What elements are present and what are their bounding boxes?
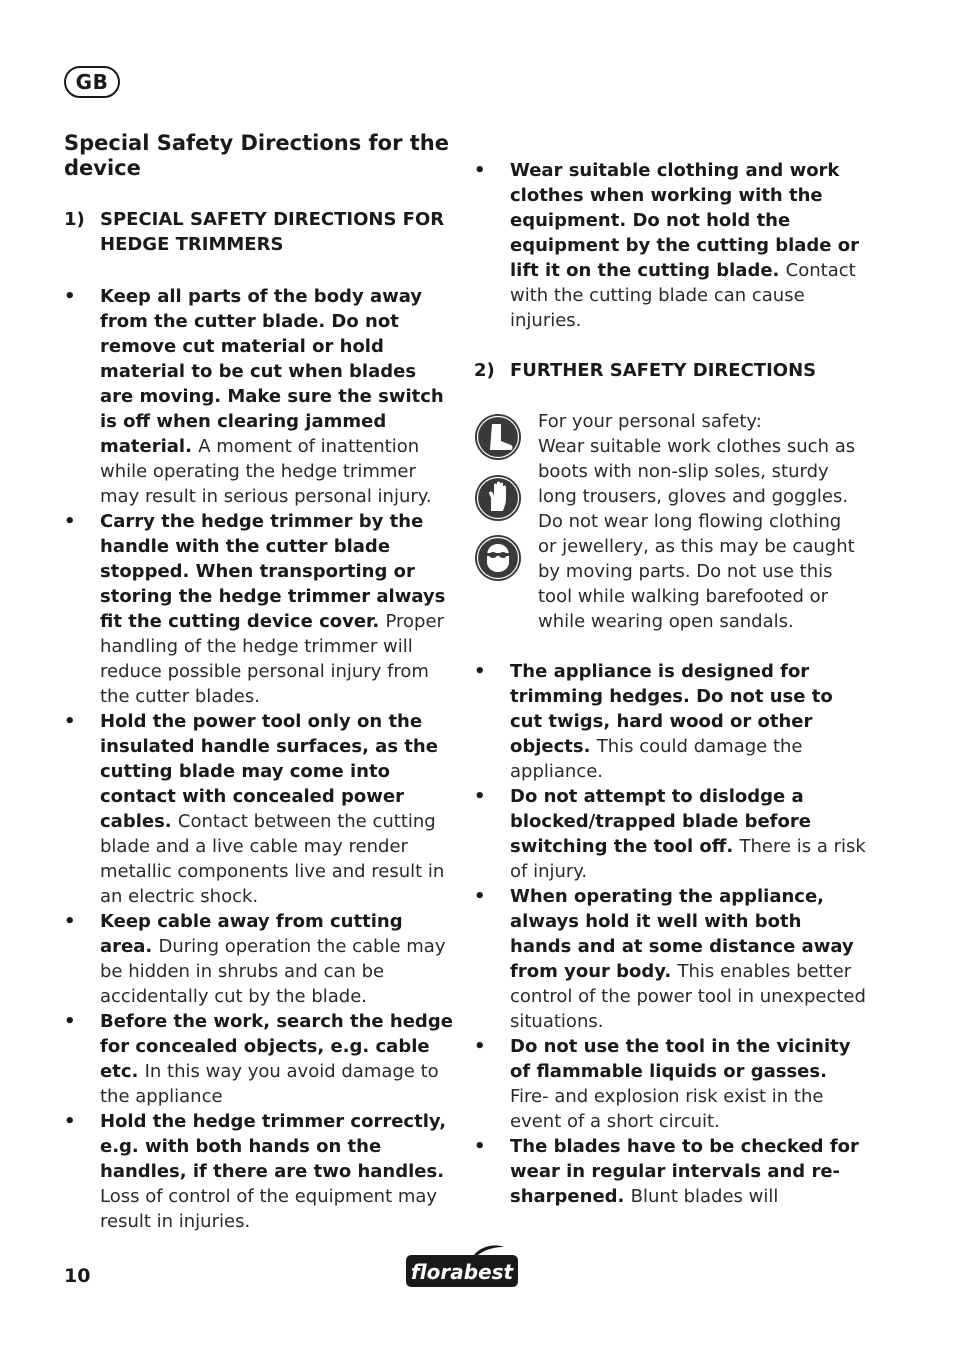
item-text: During operation the cable may be hidden in shrubs and can be accidentally cut by the blade. <box>100 936 446 1007</box>
brand-logo <box>404 1243 520 1289</box>
item-bold: Hold the power tool only on the insulated handle surfaces, as the cutting blade may come into contact with concealed power cables. <box>100 711 438 832</box>
item-text: Blunt blades will <box>630 1186 779 1207</box>
right-bullet-list <box>474 659 866 1209</box>
item-bold: The appliance is designed for trimming hedges. Do not use to cut twigs, hard wood or other objects. <box>510 661 833 757</box>
item-text: Contact between the cutting blade and a live cable may render metallic components live and result in an electric shock. <box>100 811 445 907</box>
item-bold: Do not attempt to dislodge a blocked/trapped blade before switching the tool off. <box>510 786 811 857</box>
item-text: This enables better control of the power tool in unexpected situations. <box>510 961 866 1032</box>
boot-icon <box>474 413 522 461</box>
list-item: • Keep cable away from cutting area. During operation the cable may be hidden in shrubs and can be accidentally cut by the blade. <box>64 911 446 1007</box>
item-text: Loss of control of the equipment may result in injuries. <box>100 1186 438 1232</box>
list-item: • Hold the power tool only on the insulated handle surfaces, as the cutting blade may come into contact with concealed power cables. Contact between the cutting blade and a live cable may render metallic components live and result in an electric shock. <box>64 711 445 907</box>
item-bold: When operating the appliance, always hold it well with both hands and at some distance away from your body. <box>510 886 854 982</box>
item-text: There is a risk of injury. <box>510 836 866 882</box>
list-item: • Carry the hedge trimmer by the handle with the cutter blade stopped. When transporting or storing the hedge trimmer always fit the cutting device cover. Proper handling of the hedge trimmer will reduce possible personal injury from the cutter blades. <box>64 511 446 707</box>
page-title: Special Safety Directions for the device <box>64 131 450 180</box>
goggles-icon <box>474 534 522 582</box>
item-bold: Before the work, search the hedge for concealed objects, e.g. cable etc. <box>100 1011 453 1082</box>
section-label: SPECIAL SAFETY DIRECTIONS FOR HEDGE TRIMMERS <box>100 209 445 255</box>
right-bullet-list-top <box>474 158 866 333</box>
item-bold: Keep cable away from cutting area. <box>100 911 403 957</box>
item-text: This could damage the appliance. <box>510 736 803 782</box>
section-number: 2) <box>474 360 495 381</box>
list-item: • Hold the hedge trimmer correctly, e.g. with both hands on the handles, if there are two handles. Loss of control of the equipment may result in injuries. <box>64 1111 447 1232</box>
language-badge: GB <box>64 66 120 98</box>
item-text: A moment of inattention while operating the hedge trimmer may result in serious personal injury. <box>100 436 432 507</box>
section-label: FURTHER SAFETY DIRECTIONS <box>510 360 817 381</box>
list-item: • Do not attempt to dislodge a blocked/trapped blade before switching the tool off. There is a risk of injury. <box>474 786 866 882</box>
item-bold: Hold the hedge trimmer correctly, e.g. with both hands on the handles, if there are two handles. <box>100 1111 447 1182</box>
page-number: 10 <box>64 1265 91 1287</box>
list-item: • Keep all parts of the body away from the cutter blade. Do not remove cut material or hold material to be cut when blades are moving. Make sure the switch is off when clearing jammed material. A moment of inattention while operating the hedge trimmer may result in serious personal injury. <box>64 286 444 507</box>
personal-safety-heading: For your personal safety: <box>538 411 762 432</box>
left-bullet-list <box>64 284 454 1234</box>
list-item: • The appliance is designed for trimming hedges. Do not use to cut twigs, hard wood or other objects. This could damage the appliance. <box>474 661 833 782</box>
list-item: • Do not use the tool in the vicinity of flammable liquids or gasses. Fire- and explosion risk exist in the event of a short circuit. <box>474 1036 851 1132</box>
section-heading-2 <box>474 358 866 383</box>
item-text: Contact with the cutting blade can cause injuries. <box>510 260 856 331</box>
item-bold: The blades have to be checked for wear in regular intervals and re-sharpened. <box>510 1136 859 1207</box>
item-text: Proper handling of the hedge trimmer will reduce possible personal injury from the cutter blades. <box>100 611 444 707</box>
list-item: • The blades have to be checked for wear in regular intervals and re-sharpened. Blunt blades will <box>474 1136 859 1207</box>
section-heading-1 <box>64 207 454 257</box>
glove-icon <box>474 474 522 522</box>
list-item: • When operating the appliance, always hold it well with both hands and at some distance away from your body. This enables better control of the power tool in unexpected situations. <box>474 886 866 1032</box>
item-bold: Carry the hedge trimmer by the handle with the cutter blade stopped. When transporting or storing the hedge trimmer always fit the cutting device cover. <box>100 511 446 632</box>
item-bold: Keep all parts of the body away from the cutter blade. Do not remove cut material or hold material to be cut when blades are moving. Make sure the switch is off when clearing jammed material. <box>100 286 444 457</box>
list-item: • Wear suitable clothing and work clothes when working with the equipment. Do not hold the equipment by the cutting blade or lift it on the cutting blade. Contact with the cutting blade can cause injuries. <box>474 160 860 331</box>
item-bold: Do not use the tool in the vicinity of flammable liquids or gasses. <box>510 1036 851 1082</box>
item-text: Fire- and explosion risk exist in the event of a short circuit. <box>510 1086 824 1132</box>
personal-safety-body: Wear suitable work clothes such as boots with non-slip soles, sturdy long trousers, gloves and goggles. Do not wear long flowing clothing or jewellery, as this may be caught by moving parts. Do not use this tool while walking barefooted or while wearing open sandals. <box>538 436 856 632</box>
item-text: In this way you avoid damage to the appliance <box>100 1061 439 1107</box>
list-item: • Before the work, search the hedge for concealed objects, e.g. cable etc. In this way you avoid damage to the appliance <box>64 1011 453 1107</box>
item-bold: Wear suitable clothing and work clothes when working with the equipment. Do not hold the equipment by the cutting blade or lift it on the cutting blade. <box>510 160 860 281</box>
personal-safety-text <box>538 409 864 634</box>
section-number: 1) <box>64 209 85 230</box>
svg-text:florabest: florabest <box>410 1260 514 1284</box>
